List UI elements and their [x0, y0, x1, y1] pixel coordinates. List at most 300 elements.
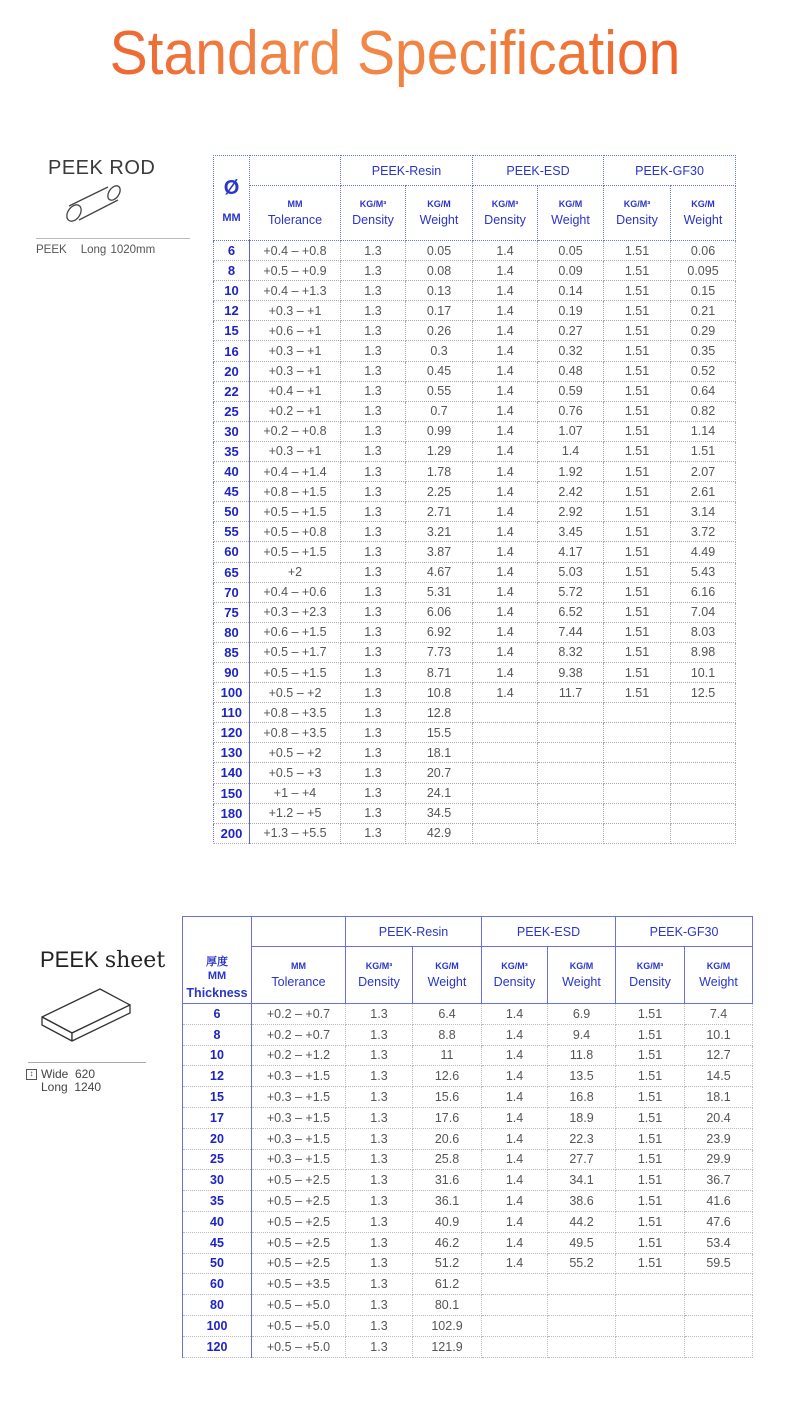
table-cell: 1.4 [473, 522, 538, 542]
table-cell: 2.25 [406, 482, 473, 502]
table-cell: 1.3 [341, 361, 406, 381]
table-cell: 18.1 [406, 743, 473, 763]
size-cell: 12 [214, 301, 250, 321]
size-cell: 10 [183, 1045, 252, 1066]
table-cell [604, 723, 671, 743]
label: Tolerance [267, 213, 323, 227]
unit: KG/M [435, 961, 459, 971]
table-cell: 6.9 [548, 1004, 616, 1025]
table-cell: 12.5 [671, 683, 736, 703]
table-cell: 36.1 [413, 1191, 482, 1212]
table-cell: +0.5 – +5.0 [252, 1295, 346, 1316]
table-cell: +0.5 – +1.5 [250, 542, 341, 562]
table-cell: 17.6 [413, 1107, 482, 1128]
table-cell: +0.2 – +1.2 [252, 1045, 346, 1066]
sheet-label-a: PEEK [40, 947, 99, 972]
table-row [214, 602, 736, 622]
rod-spec-table [213, 155, 736, 844]
density-header [341, 186, 406, 241]
table-cell [473, 703, 538, 723]
table-cell: 1.51 [671, 441, 736, 461]
table-cell: 1.3 [341, 602, 406, 622]
label: Weight [562, 975, 601, 989]
label: Density [616, 213, 658, 227]
table-cell: 0.27 [538, 321, 604, 341]
table-row [214, 261, 736, 281]
table-cell: 0.52 [671, 361, 736, 381]
size-cell: 55 [214, 522, 250, 542]
table-cell: 1.51 [604, 683, 671, 703]
sheet-spec-table [182, 916, 753, 1358]
table-cell: 0.19 [538, 301, 604, 321]
table-cell: 3.45 [538, 522, 604, 542]
size-cell: 150 [214, 783, 250, 803]
table-cell: 1.4 [473, 441, 538, 461]
size-cell: 20 [214, 361, 250, 381]
table-row [183, 1149, 753, 1170]
table-cell: 1.3 [341, 582, 406, 602]
table-cell: 2.42 [538, 482, 604, 502]
table-cell [604, 823, 671, 843]
table-row [214, 743, 736, 763]
table-cell: +2 [250, 562, 341, 582]
table-cell: 1.3 [341, 662, 406, 682]
table-cell: +0.4 – +1.3 [250, 281, 341, 301]
table-cell: 4.67 [406, 562, 473, 582]
table-cell: +0.6 – +1.5 [250, 622, 341, 642]
table-cell: 1.3 [346, 1232, 413, 1253]
table-row [214, 321, 736, 341]
table-cell: 1.51 [604, 281, 671, 301]
table-cell: +0.5 – +2.5 [252, 1191, 346, 1212]
table-cell: 6.4 [413, 1004, 482, 1025]
table-cell: +0.5 – +5.0 [252, 1315, 346, 1336]
table-cell: 8.98 [671, 642, 736, 662]
table-cell: 14.5 [685, 1066, 753, 1087]
table-cell: 0.29 [671, 321, 736, 341]
table-cell: 11.7 [538, 683, 604, 703]
table-cell [482, 1315, 548, 1336]
table-cell [685, 1315, 753, 1336]
table-cell: +1.2 – +5 [250, 803, 341, 823]
label: Density [352, 213, 394, 227]
table-cell: 1.4 [482, 1128, 548, 1149]
weight-header [538, 186, 604, 241]
table-row [214, 482, 736, 502]
table-row [214, 361, 736, 381]
table-row [214, 441, 736, 461]
table-cell: 1.07 [538, 421, 604, 441]
table-cell: 20.6 [413, 1128, 482, 1149]
table-cell: 1.3 [341, 241, 406, 261]
label: Weight [419, 213, 459, 227]
table-cell: 0.35 [671, 341, 736, 361]
table-cell: 0.17 [406, 301, 473, 321]
table-cell: 1.51 [604, 622, 671, 642]
size-cell: 40 [183, 1211, 252, 1232]
table-cell: 80.1 [413, 1295, 482, 1316]
table-cell: 6.16 [671, 582, 736, 602]
size-cell: 50 [214, 502, 250, 522]
table-cell: +0.8 – +3.5 [250, 723, 341, 743]
rod-length: Long 1020mm [80, 244, 156, 256]
table-cell: +0.5 – +2 [250, 743, 341, 763]
table-cell: 24.1 [406, 783, 473, 803]
table-cell: 1.4 [482, 1253, 548, 1274]
table-cell: 34.5 [406, 803, 473, 823]
table-cell: 1.3 [341, 723, 406, 743]
table-cell: 20.7 [406, 763, 473, 783]
table-cell: 0.82 [671, 401, 736, 421]
table-cell: 0.05 [406, 241, 473, 261]
table-cell: 1.4 [482, 1066, 548, 1087]
table-row [183, 1045, 753, 1066]
table-cell: 4.17 [538, 542, 604, 562]
unit: KG/M [691, 199, 715, 209]
table-cell: 1.51 [604, 301, 671, 321]
table-cell: 1.3 [346, 1149, 413, 1170]
table-cell: 1.3 [341, 683, 406, 703]
label: Weight [551, 213, 590, 227]
table-cell: 1.3 [346, 1336, 413, 1357]
tolerance-header [252, 947, 346, 1004]
table-row [214, 341, 736, 361]
table-cell: 1.3 [341, 763, 406, 783]
table-cell: 7.04 [671, 602, 736, 622]
table-cell: 0.76 [538, 401, 604, 421]
density-header [482, 947, 548, 1004]
table-row [183, 1107, 753, 1128]
table-cell: 1.4 [473, 381, 538, 401]
weight-header [413, 947, 482, 1004]
table-cell: 1.3 [341, 401, 406, 421]
table-cell: +1.3 – +5.5 [250, 823, 341, 843]
table-row [183, 1295, 753, 1316]
size-cell: 6 [183, 1004, 252, 1025]
table-row [214, 381, 736, 401]
table-cell: 1.3 [341, 462, 406, 482]
table-cell: 1.4 [473, 642, 538, 662]
size-cell: 25 [214, 401, 250, 421]
table-cell: 1.51 [616, 1211, 685, 1232]
table-row [214, 642, 736, 662]
table-cell: 1.4 [473, 341, 538, 361]
table-cell: 7.44 [538, 622, 604, 642]
table-cell: +0.5 – +2 [250, 683, 341, 703]
table-row [214, 683, 736, 703]
table-cell: 1.3 [346, 1295, 413, 1316]
table-cell: 0.7 [406, 401, 473, 421]
table-cell [685, 1274, 753, 1295]
table-cell: 1.51 [616, 1170, 685, 1191]
table-cell: +0.5 – +0.9 [250, 261, 341, 281]
table-cell: 1.51 [604, 482, 671, 502]
rod-label: PEEK ROD [48, 157, 156, 179]
table-cell: 36.7 [685, 1170, 753, 1191]
table-cell [604, 703, 671, 723]
sheet-label-b: sheet [104, 948, 166, 973]
table-cell [482, 1336, 548, 1357]
table-row [214, 783, 736, 803]
table-cell: 1.4 [473, 562, 538, 582]
table-row [214, 823, 736, 843]
table-cell: +0.3 – +1 [250, 361, 341, 381]
table-cell: 1.51 [604, 341, 671, 361]
table-row [183, 1211, 753, 1232]
table-cell: 1.3 [341, 743, 406, 763]
table-cell: 1.3 [346, 1128, 413, 1149]
table-row [214, 522, 736, 542]
diameter-unit: MM [222, 211, 241, 224]
rod-table-body [214, 241, 736, 844]
weight-header [685, 947, 753, 1004]
table-cell: 0.08 [406, 261, 473, 281]
table-cell: 1.51 [604, 602, 671, 622]
table-cell: +0.6 – +1 [250, 321, 341, 341]
table-cell: 1.3 [341, 421, 406, 441]
table-cell: 1.3 [346, 1253, 413, 1274]
thickness-unit: MM [207, 970, 227, 982]
table-cell: 16.8 [548, 1087, 616, 1108]
table-cell: 1.51 [616, 1004, 685, 1025]
table-cell: 1.51 [616, 1149, 685, 1170]
table-cell: 1.14 [671, 421, 736, 441]
table-cell: 29.9 [685, 1149, 753, 1170]
size-cell: 22 [214, 381, 250, 401]
table-cell: 1.4 [482, 1024, 548, 1045]
table-cell: 1.4 [473, 361, 538, 381]
table-cell: +0.3 – +1.5 [252, 1149, 346, 1170]
size-cell: 120 [183, 1336, 252, 1357]
table-cell: 5.03 [538, 562, 604, 582]
rod-material: PEEK [36, 244, 67, 256]
table-cell [473, 783, 538, 803]
table-cell: +0.5 – +2.5 [252, 1253, 346, 1274]
table-cell: 1.51 [604, 401, 671, 421]
table-cell: 1.51 [604, 662, 671, 682]
table-cell: +0.2 – +0.7 [252, 1024, 346, 1045]
unit: KG/M [427, 199, 451, 209]
table-row [214, 542, 736, 562]
table-cell [685, 1295, 753, 1316]
table-cell [538, 823, 604, 843]
table-cell: 12.6 [413, 1066, 482, 1087]
group-header-esd: PEEK-ESD [473, 156, 604, 186]
table-cell: 11.8 [548, 1045, 616, 1066]
table-cell: +0.3 – +1 [250, 441, 341, 461]
table-cell: 47.6 [685, 1211, 753, 1232]
label: Density [358, 975, 400, 989]
table-cell: 1.4 [482, 1149, 548, 1170]
table-cell: 1.3 [346, 1004, 413, 1025]
size-cell: 70 [214, 582, 250, 602]
table-cell: 1.4 [473, 662, 538, 682]
table-cell [538, 723, 604, 743]
table-cell: 2.92 [538, 502, 604, 522]
table-cell [538, 763, 604, 783]
size-cell: 30 [183, 1170, 252, 1191]
table-cell: 6.92 [406, 622, 473, 642]
size-cell: 75 [214, 602, 250, 622]
table-cell [473, 803, 538, 823]
table-cell: 1.51 [604, 381, 671, 401]
table-cell [482, 1295, 548, 1316]
table-cell: 1.4 [473, 502, 538, 522]
tolerance-header [250, 186, 341, 241]
size-cell: 130 [214, 743, 250, 763]
thickness-header [183, 917, 252, 1004]
unit: KG/M³ [636, 961, 664, 971]
table-cell: +0.5 – +5.0 [252, 1336, 346, 1357]
size-cell: 60 [183, 1274, 252, 1295]
table-cell: 55.2 [548, 1253, 616, 1274]
table-cell: 11 [413, 1045, 482, 1066]
unit: KG/M³ [365, 961, 393, 971]
table-row [214, 502, 736, 522]
density-header [346, 947, 413, 1004]
table-cell: 8.8 [413, 1024, 482, 1045]
table-cell [671, 763, 736, 783]
table-cell: +0.5 – +0.8 [250, 522, 341, 542]
label: Weight [699, 975, 738, 989]
page-title: Standard Specification [32, 18, 759, 89]
unit: KG/M [569, 961, 594, 971]
table-row [214, 703, 736, 723]
table-cell: 0.05 [538, 241, 604, 261]
table-cell: 9.38 [538, 662, 604, 682]
weight-header [406, 186, 473, 241]
unit: KG/M [706, 961, 731, 971]
table-cell: 1.3 [341, 502, 406, 522]
table-cell: 1.4 [473, 241, 538, 261]
table-cell: 1.3 [341, 341, 406, 361]
table-cell: 1.4 [473, 281, 538, 301]
table-cell: 15.6 [413, 1087, 482, 1108]
divider [28, 1062, 146, 1063]
size-cell: 140 [214, 763, 250, 783]
table-row [214, 301, 736, 321]
table-cell: 2.61 [671, 482, 736, 502]
size-cell: 20 [183, 1128, 252, 1149]
table-cell: 1.3 [341, 381, 406, 401]
table-cell [671, 823, 736, 843]
table-cell: +0.4 – +1 [250, 381, 341, 401]
size-cell: 80 [183, 1295, 252, 1316]
table-cell [548, 1336, 616, 1357]
table-cell: 1.4 [482, 1087, 548, 1108]
table-cell: 1.3 [346, 1045, 413, 1066]
table-cell: 1.51 [616, 1107, 685, 1128]
table-cell [538, 803, 604, 823]
size-cell: 100 [183, 1315, 252, 1336]
table-cell: 1.51 [616, 1024, 685, 1045]
table-cell: 61.2 [413, 1274, 482, 1295]
divider [36, 238, 190, 239]
size-cell: 50 [183, 1253, 252, 1274]
table-cell: 1.51 [604, 642, 671, 662]
table-cell: 1.3 [341, 703, 406, 723]
sheet-icon [38, 985, 138, 1045]
table-cell: 1.51 [604, 582, 671, 602]
table-cell: 10.1 [671, 662, 736, 682]
table-cell: 0.32 [538, 341, 604, 361]
table-cell: 0.55 [406, 381, 473, 401]
table-cell: +0.3 – +1.5 [252, 1128, 346, 1149]
table-row [183, 1024, 753, 1045]
table-cell: 121.9 [413, 1336, 482, 1357]
table-cell: 1.3 [341, 301, 406, 321]
table-cell: +0.2 – +0.7 [252, 1004, 346, 1025]
table-cell: 1.3 [346, 1087, 413, 1108]
table-cell: 1.4 [482, 1045, 548, 1066]
table-cell: 1.3 [341, 823, 406, 843]
thickness-label: Thickness [186, 986, 248, 1000]
rod-caption [36, 244, 169, 256]
table-cell [671, 783, 736, 803]
table-cell: 102.9 [413, 1315, 482, 1336]
table-cell: 0.3 [406, 341, 473, 361]
size-cell: 45 [183, 1232, 252, 1253]
table-row [183, 1232, 753, 1253]
table-cell: 1.51 [604, 562, 671, 582]
table-cell: 18.9 [548, 1107, 616, 1128]
table-cell [538, 743, 604, 763]
table-cell: 34.1 [548, 1170, 616, 1191]
size-cell: 17 [183, 1107, 252, 1128]
table-cell: +0.3 – +1 [250, 301, 341, 321]
table-cell: 18.1 [685, 1087, 753, 1108]
table-cell: 1.4 [538, 441, 604, 461]
blank-header [252, 917, 346, 947]
table-cell: 53.4 [685, 1232, 753, 1253]
table-row [214, 401, 736, 421]
size-cell: 15 [183, 1087, 252, 1108]
table-cell: 0.21 [671, 301, 736, 321]
table-cell: 38.6 [548, 1191, 616, 1212]
unit: KG/M³ [491, 199, 519, 209]
table-cell: 1.51 [604, 321, 671, 341]
size-cell: 100 [214, 683, 250, 703]
table-cell: 46.2 [413, 1232, 482, 1253]
table-cell: 12.8 [406, 703, 473, 723]
table-cell: 2.71 [406, 502, 473, 522]
table-cell: 1.4 [473, 602, 538, 622]
table-cell: 13.5 [548, 1066, 616, 1087]
sheet-width: Wide 620 [41, 1067, 96, 1081]
table-cell [473, 723, 538, 743]
density-header [616, 947, 685, 1004]
table-cell [548, 1274, 616, 1295]
size-cell: 60 [214, 542, 250, 562]
table-cell: 5.31 [406, 582, 473, 602]
table-cell: 1.3 [341, 562, 406, 582]
table-cell: +0.4 – +1.4 [250, 462, 341, 482]
label: Weight [683, 213, 723, 227]
table-cell [671, 703, 736, 723]
thickness-cn: 厚度 [206, 956, 228, 968]
size-cell: 35 [183, 1191, 252, 1212]
table-cell: 44.2 [548, 1211, 616, 1232]
table-row [183, 1253, 753, 1274]
table-cell: 27.7 [548, 1149, 616, 1170]
table-row [183, 1274, 753, 1295]
table-cell [616, 1336, 685, 1357]
table-row [214, 421, 736, 441]
sheet-length: Long 1240 [41, 1080, 102, 1094]
table-cell: 31.6 [413, 1170, 482, 1191]
table-cell [473, 743, 538, 763]
table-cell: +0.3 – +2.3 [250, 602, 341, 622]
